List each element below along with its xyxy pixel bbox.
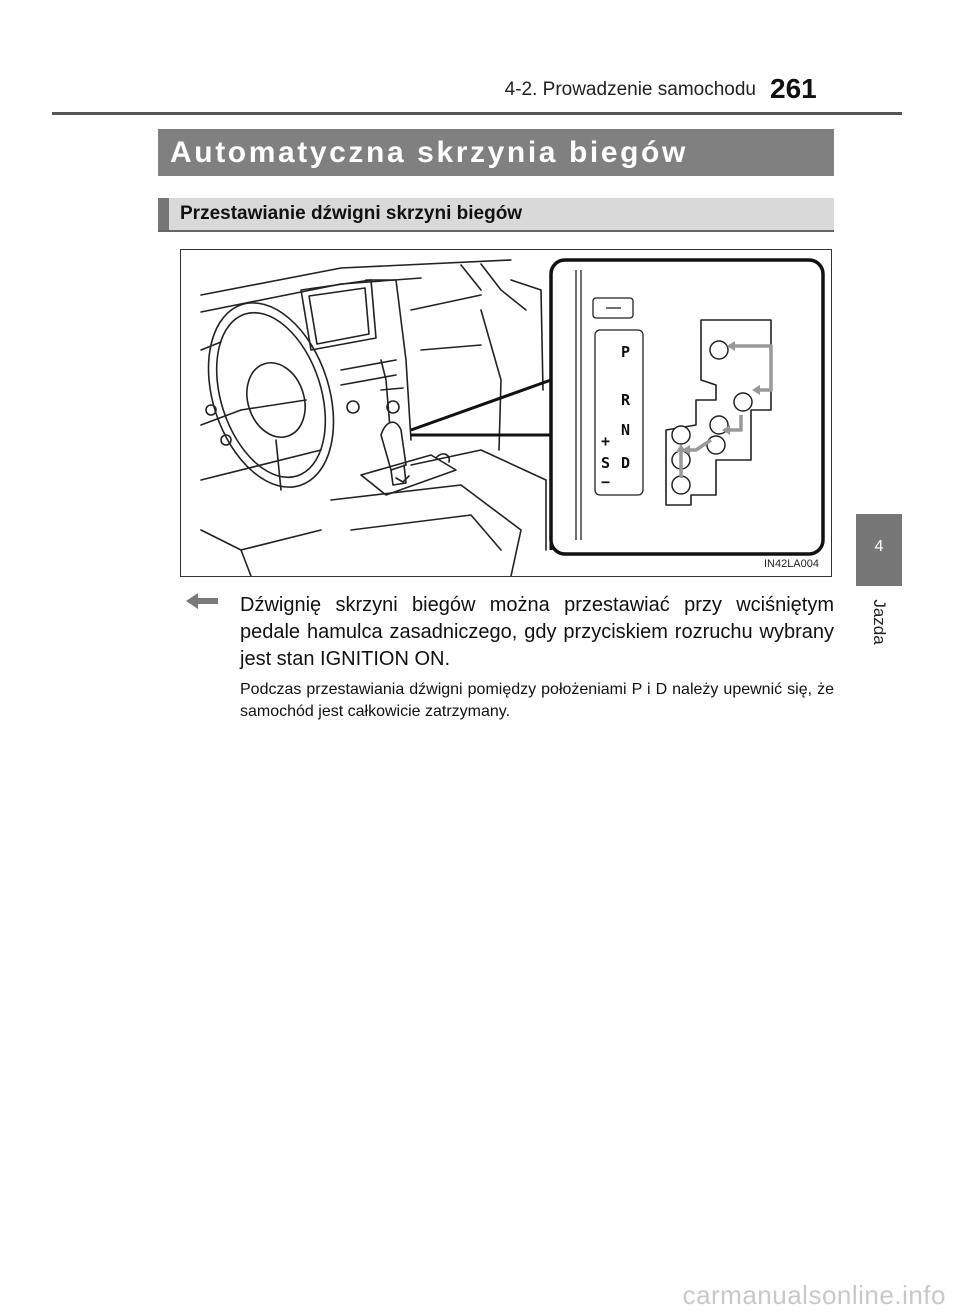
page-number: 261 — [770, 73, 817, 104]
watermark: carmanualsonline.info — [682, 1280, 946, 1310]
header-divider — [52, 112, 902, 115]
gate-label-s: S — [601, 454, 611, 472]
page-title: Automatyczna skrzynia biegów — [170, 136, 688, 169]
subheading-bar — [158, 198, 834, 232]
shift-lever-illustration — [180, 249, 832, 577]
body-paragraph: Dźwignię skrzyni biegów można przestawiać przy wciśniętym pedale hamulca zasadniczego, gdy przyciskiem rozruchu wybrany jest stan IGNITION ON. — [240, 594, 834, 670]
arrow-bullet-icon — [184, 591, 220, 616]
body-note: Podczas przestawiania dźwigni pomiędzy położeniami P i D należy upewnić się, że samochód jest całkowicie zatrzymany. — [240, 681, 834, 720]
gate-label-plus: + — [601, 432, 611, 450]
shift-lever-drawing — [181, 250, 831, 576]
gate-label-d: D — [621, 454, 631, 472]
title-bar — [158, 129, 834, 176]
gate-label-n: N — [621, 421, 631, 439]
gate-label-p: P — [621, 343, 631, 361]
chapter-label: Jazda — [870, 599, 889, 645]
chapter-tab-label — [856, 592, 902, 652]
chapter-tab[interactable] — [856, 514, 902, 586]
header-section-title: 4-2. Prowadzenie samochodu — [504, 79, 756, 100]
gate-label-minus: − — [601, 473, 611, 491]
gate-label-r: R — [621, 391, 631, 409]
illustration-code: IN42LA004 — [763, 558, 819, 570]
chapter-number: 4 — [874, 538, 884, 555]
subheading-title: Przestawianie dźwigni skrzyni biegów — [180, 203, 523, 224]
subheading-marker — [158, 198, 169, 230]
